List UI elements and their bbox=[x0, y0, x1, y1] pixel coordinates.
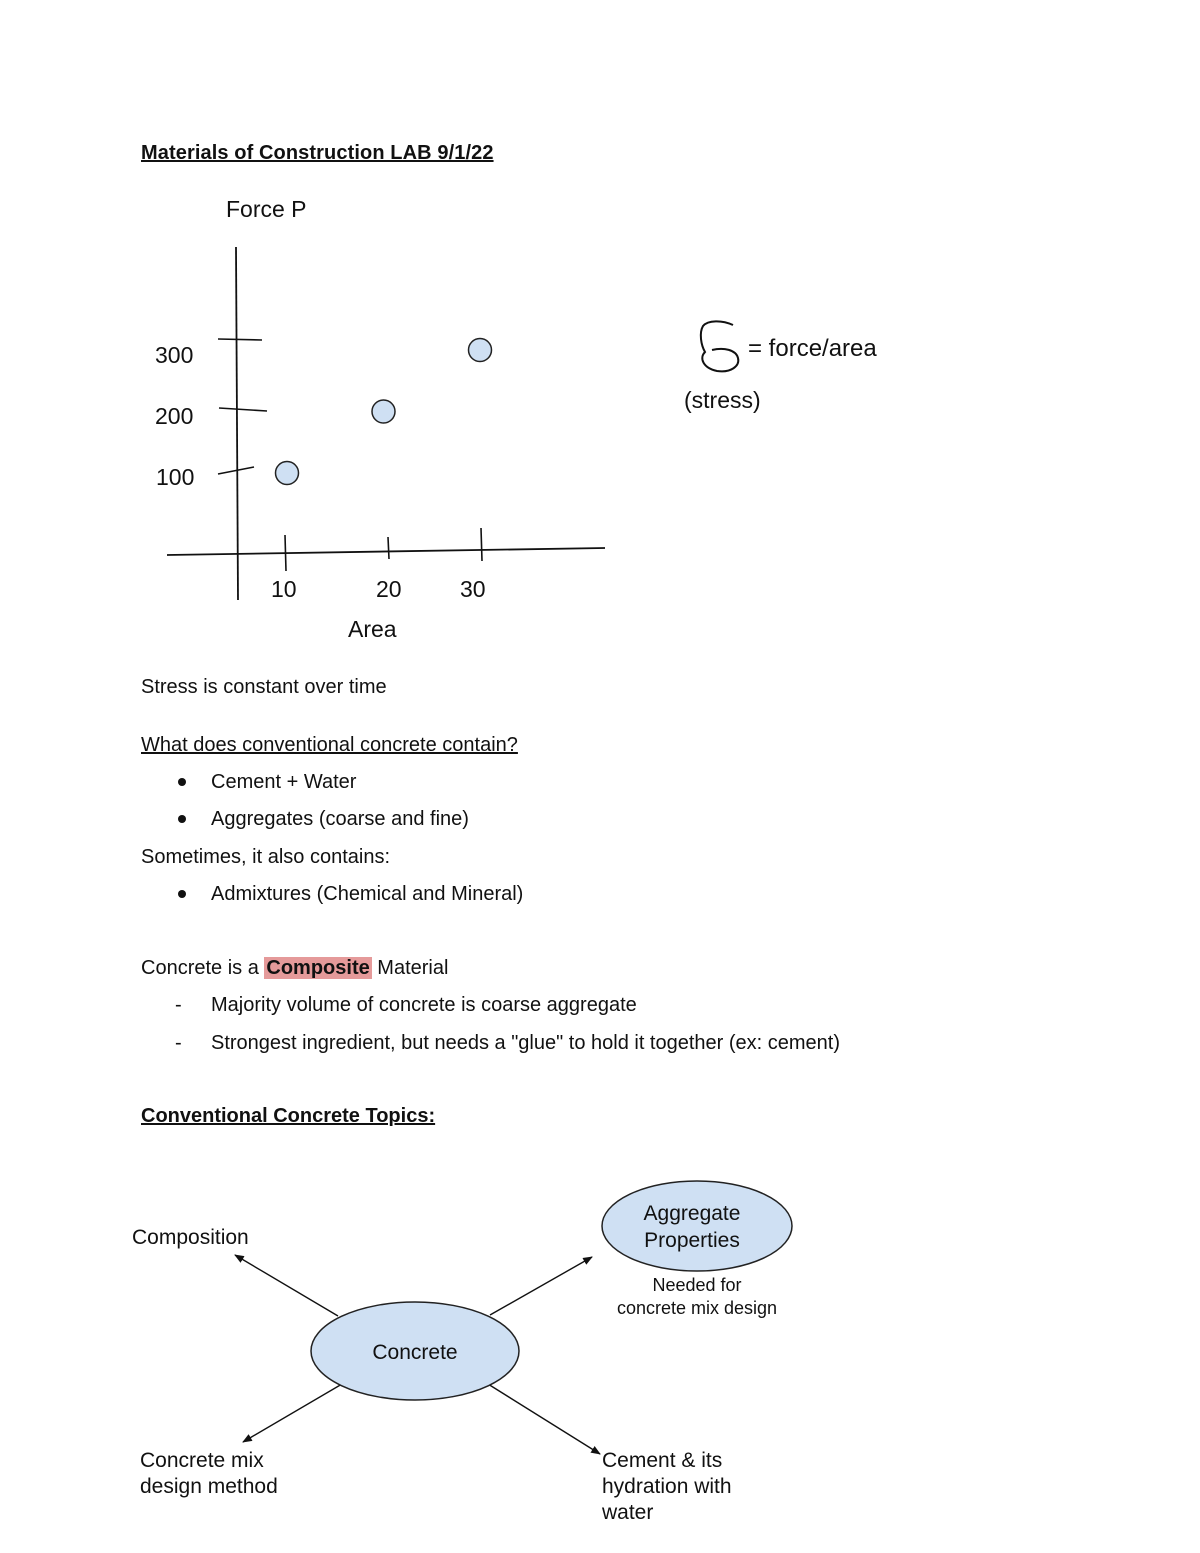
y-tick-label-300: 300 bbox=[155, 342, 194, 368]
x-tick-30 bbox=[481, 528, 482, 561]
bullet-icon bbox=[178, 815, 186, 823]
dash-marker: - bbox=[175, 1032, 182, 1054]
x-tick-10 bbox=[285, 535, 286, 571]
y-tick-label-100: 100 bbox=[156, 464, 195, 490]
points-layer bbox=[276, 339, 492, 485]
composite-line bbox=[141, 957, 448, 980]
force-area-plot bbox=[0, 0, 1200, 660]
x-tick-label-10: 10 bbox=[271, 576, 297, 602]
list-item: Aggregates (coarse and fine) bbox=[211, 808, 469, 830]
page-title: Materials of Construction LAB 9/1/22 bbox=[141, 142, 494, 164]
bullet-icon bbox=[178, 890, 186, 898]
list-item: Cement + Water bbox=[211, 771, 357, 793]
x-tick-label-20: 20 bbox=[376, 576, 402, 602]
y-axis-line bbox=[236, 247, 238, 600]
cement-label-line3: water bbox=[602, 1501, 654, 1524]
list-item: Admixtures (Chemical and Mineral) bbox=[211, 883, 524, 905]
mix-label-line2: design method bbox=[140, 1475, 278, 1498]
list-item: Strongest ingredient, but needs a "glue" to hold it together (ex: cement) bbox=[211, 1032, 841, 1054]
y-tick-label-200: 200 bbox=[155, 403, 194, 429]
arrow-to-mix-design bbox=[243, 1384, 342, 1442]
y-tick-200 bbox=[219, 408, 267, 411]
mix-label-line1: Concrete mix bbox=[140, 1449, 264, 1472]
dash-marker: - bbox=[175, 994, 182, 1016]
aggregate-label-line1: Aggregate bbox=[643, 1202, 741, 1225]
x-tick-label-30: 30 bbox=[460, 576, 486, 602]
arrow-to-aggregate bbox=[490, 1257, 592, 1315]
x-axis-label: Area bbox=[348, 616, 397, 642]
y-axis-label: Force P bbox=[226, 196, 307, 222]
topics-heading: Conventional Concrete Topics: bbox=[141, 1105, 436, 1127]
question-heading: What does conventional concrete contain? bbox=[141, 734, 518, 756]
sigma-symbol bbox=[701, 321, 738, 371]
aggregate-node bbox=[602, 1181, 792, 1271]
composite-prefix: Concrete is a bbox=[141, 957, 265, 979]
data-point-1 bbox=[276, 462, 299, 485]
aggregate-label-line2: Properties bbox=[644, 1229, 740, 1252]
list-item: Majority volume of concrete is coarse aggregate bbox=[211, 994, 637, 1016]
composition-label: Composition bbox=[132, 1226, 249, 1249]
bullet-icon bbox=[178, 778, 186, 786]
composite-highlight: Composite bbox=[266, 957, 370, 979]
composite-suffix: Material bbox=[371, 957, 449, 979]
arrow-to-composition bbox=[235, 1255, 338, 1316]
x-tick-20 bbox=[388, 537, 389, 559]
data-point-2 bbox=[372, 400, 395, 423]
y-tick-300 bbox=[218, 339, 262, 340]
x-axis-line bbox=[167, 548, 605, 555]
aggregate-note-line1: Needed for bbox=[652, 1275, 742, 1295]
cement-label-line2: hydration with bbox=[602, 1475, 732, 1498]
arrow-to-cement bbox=[488, 1384, 600, 1454]
aggregate-note-line2: concrete mix design bbox=[616, 1298, 778, 1318]
stress-equation: = force/area bbox=[748, 335, 877, 362]
sometimes-line: Sometimes, it also contains: bbox=[141, 846, 390, 868]
y-tick-100 bbox=[218, 467, 254, 474]
stress-note: (stress) bbox=[684, 387, 761, 413]
concrete-label: Concrete bbox=[372, 1341, 458, 1364]
cement-label-line1: Cement & its bbox=[602, 1449, 723, 1472]
data-point-3 bbox=[469, 339, 492, 362]
topics-diagram bbox=[0, 1170, 1200, 1550]
stress-line: Stress is constant over time bbox=[141, 676, 387, 698]
